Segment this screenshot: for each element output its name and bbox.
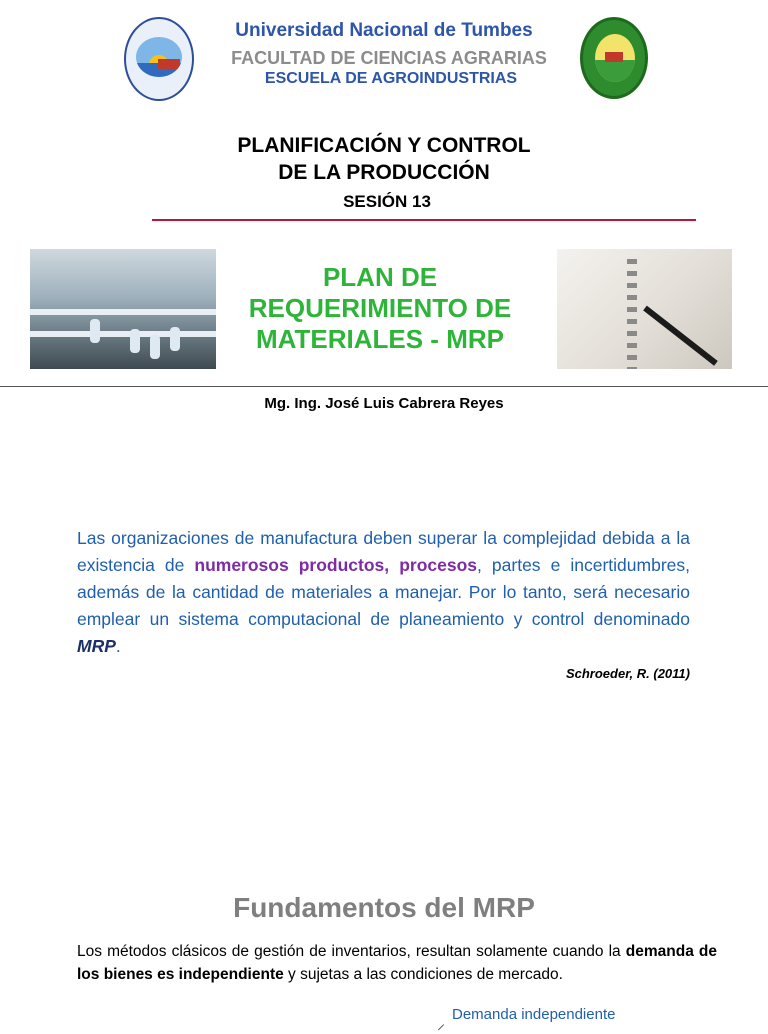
slide-divider bbox=[0, 386, 768, 387]
presentation-title bbox=[230, 262, 530, 355]
title-divider bbox=[152, 219, 696, 221]
course-title-line1: PLANIFICACIÓN Y CONTROL bbox=[237, 134, 531, 157]
presentation-title-line3: MATERIALES - MRP bbox=[256, 324, 504, 354]
intro-paragraph bbox=[77, 525, 690, 660]
course-title-line2: DE LA PRODUCCIÓN bbox=[278, 161, 490, 184]
fundamentals-text bbox=[77, 940, 717, 986]
demand-label: Demanda independiente bbox=[452, 1006, 616, 1023]
fundamentals-text-1: Los métodos clásicos de gestión de inventarios, resultan solamente cuando la bbox=[77, 943, 626, 960]
university-name: Universidad Nacional de Tumbes bbox=[235, 20, 533, 41]
presentation-title-line2: REQUERIMIENTO DE bbox=[248, 293, 512, 323]
intro-text-3: . bbox=[115, 636, 121, 656]
school-name: ESCUELA DE AGROINDUSTRIAS bbox=[264, 70, 518, 87]
intro-highlight: numerosos productos, procesos bbox=[194, 555, 478, 575]
intro-mrp: MRP bbox=[77, 636, 116, 656]
notebook-pen-photo bbox=[557, 249, 732, 369]
faculty-name: FACULTAD DE CIENCIAS AGRARIAS bbox=[231, 48, 547, 68]
author-name: Mg. Ing. José Luis Cabrera Reyes bbox=[264, 395, 504, 412]
fundamentals-bold: demanda de los bienes es independiente bbox=[77, 943, 717, 983]
citation: Schroeder, R. (2011) bbox=[565, 666, 690, 681]
fundamentals-text-2: y sujetas a las condiciones de mercado. bbox=[283, 966, 563, 983]
intro-text-1: Las organizaciones de manufactura deben superar la complejidad debida a la existencia de bbox=[77, 528, 690, 575]
fundamentals-title: Fundamentos del MRP bbox=[233, 892, 535, 923]
intro-text-2: , partes e incertidumbres, además de la cantidad de materiales a manejar. Por lo tanto, será necesario emplear un sistema computacional de planeamiento y control denominado bbox=[77, 555, 690, 629]
presentation-title-line1: PLAN DE bbox=[322, 262, 438, 292]
brace-icon: ⸝ bbox=[437, 1016, 446, 1033]
session-label: SESIÓN 13 bbox=[343, 192, 431, 211]
factory-photo bbox=[30, 249, 216, 369]
